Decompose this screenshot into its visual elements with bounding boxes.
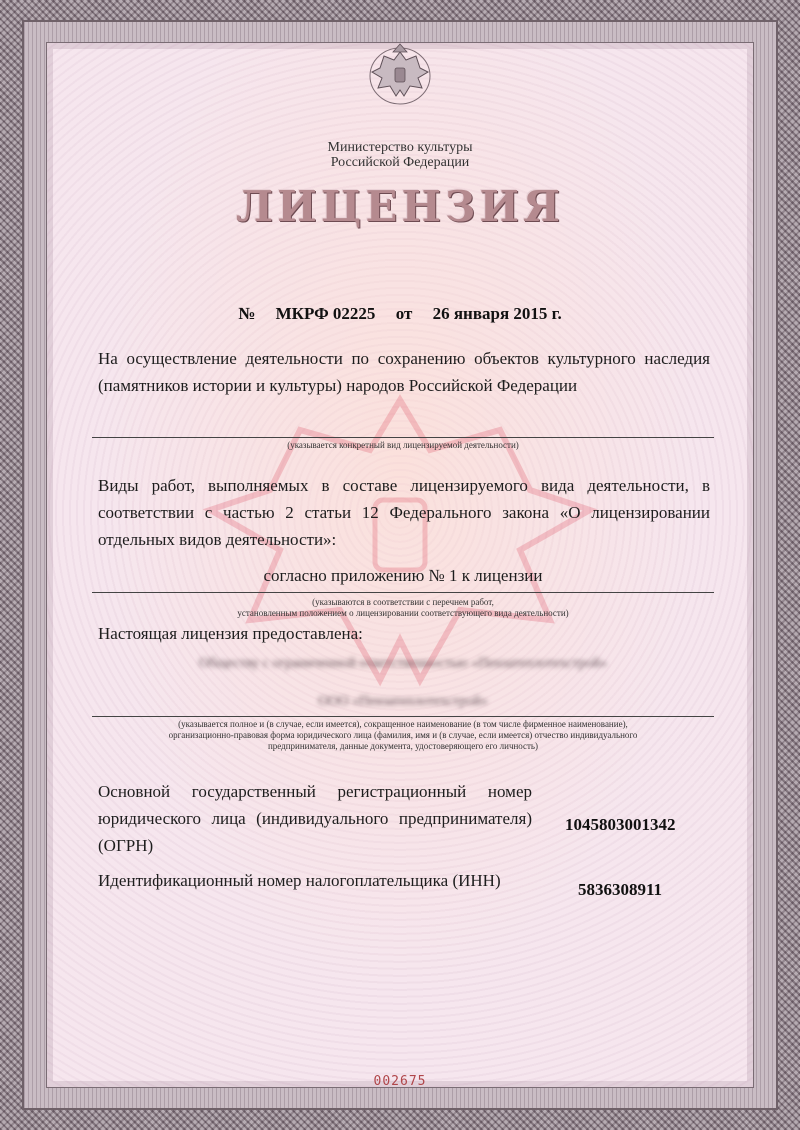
license-number: МКРФ 02225	[275, 304, 376, 323]
holder-hint-2: организационно-правовая форма юридического лица (фамилия, имя и (в случае, если имеется) отчество индивидуального	[168, 730, 638, 740]
coat-of-arms-icon	[362, 38, 438, 108]
activity-text: На осуществление деятельности по сохранению объектов культурного наследия (памятников истории и культуры) народов Российской Федерации	[98, 349, 710, 395]
number-sign: №	[238, 304, 256, 323]
works-text: Виды работ, выполняемых в составе лицензируемого вида деятельности, в соответствии с частью 2 статьи 12 Федерального закона «О лицензировании отдельных видов деятельности»:	[98, 476, 710, 549]
works-hint-2: установленным положением о лицензировании соответствующего вида деятельности)	[237, 608, 569, 618]
ogrn-label: Основной государственный регистрационный номер юридического лица (индивидуального предпринимателя) (ОГРН)	[98, 782, 532, 855]
holder-hint-1: (указывается полное и (в случае, если имеется), сокращенное наименование (в том числе фирменное наименование),	[178, 719, 628, 729]
from-word: от	[395, 304, 413, 323]
holder-underline	[92, 716, 714, 717]
holder-short-name: ООО «Пензатеплотехстрой»	[318, 694, 488, 709]
works-hint-1: (указываются в соответствии с перечнем работ,	[312, 597, 494, 607]
holder-hint-3: предпринимателя, данные документа, удостоверяющего его личность)	[267, 741, 539, 751]
document-title: ЛИЦЕНЗИЯ	[235, 182, 565, 231]
activity-hint: (указывается конкретный вид лицензируемой деятельности)	[287, 440, 519, 450]
serial-number: 002675	[373, 1074, 427, 1089]
inn-label: Идентификационный номер налогоплательщика (ИНН)	[98, 871, 501, 890]
ministry-line-1: Министерство культуры	[327, 140, 473, 155]
ministry-line-2: Российской Федерации	[330, 155, 470, 170]
activity-underline	[92, 437, 714, 438]
license-number-line	[100, 304, 700, 324]
holder-full-name: Обществу с ограниченной ответственностью «Пензатеплотехстрой»	[198, 656, 608, 671]
license-date: 26 января 2015 г.	[432, 304, 562, 323]
ministry-name	[250, 140, 550, 170]
works-underline	[92, 592, 714, 593]
inn-value: 5836308911	[578, 880, 663, 899]
ogrn-value: 1045803001342	[565, 815, 676, 834]
holder-label: Настоящая лицензия предоставлена:	[98, 624, 363, 643]
works-value: согласно приложению № 1 к лицензии	[263, 566, 543, 585]
